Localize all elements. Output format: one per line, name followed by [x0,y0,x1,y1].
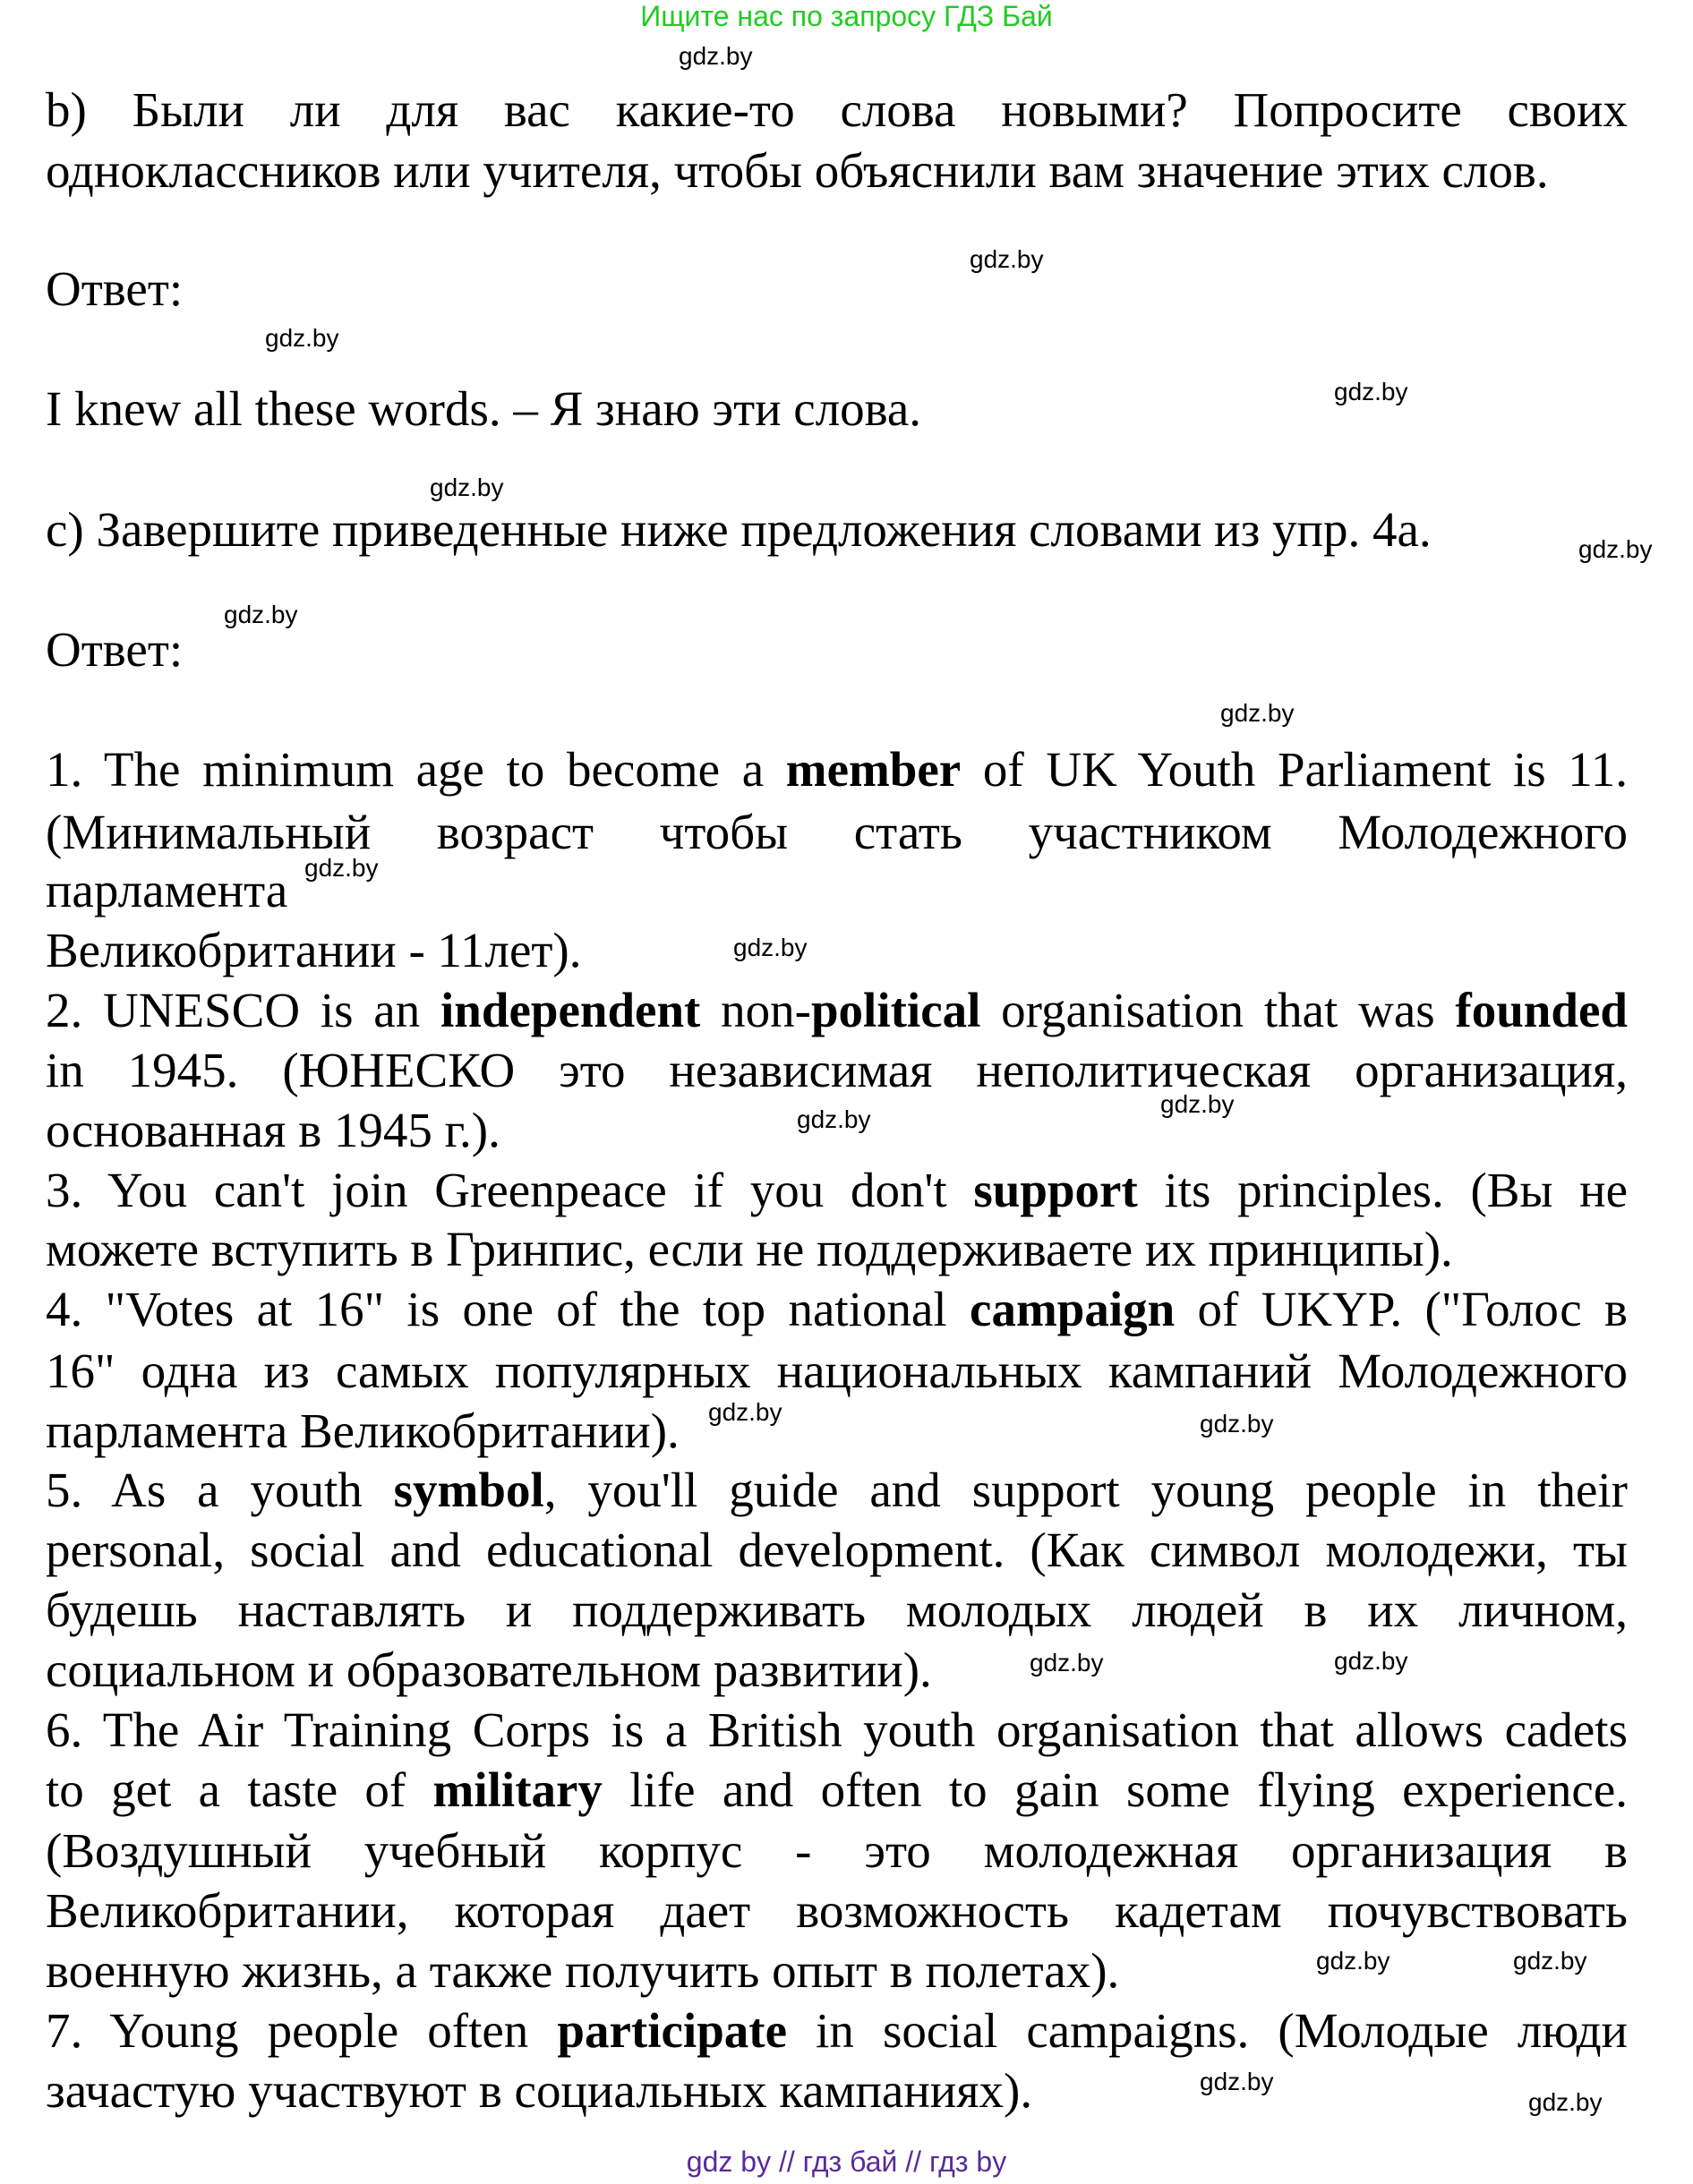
text-line [46,1343,1628,1400]
watermark-text: gdz.by [1513,1947,1587,1975]
search-hint-banner: Ищите нас по запросу ГДЗ Бай [640,0,1053,32]
text-segment: социальном и образовательном развитии). [46,1642,932,1697]
text-line [46,142,1628,200]
text-segment: будешь наставлять и поддерживать молодых людей в их личном, [46,1583,1628,1637]
text-segment: personal, social and educational development. (Как символ молодежи, ты [46,1523,1628,1577]
text-segment: Ответ: [46,622,184,677]
watermark-text: gdz.by [1160,1090,1235,1118]
text-line [46,804,1628,861]
text-segment: парламента Великобритании). [46,1403,680,1458]
text-segment: in social campaigns. (Молодые люди [787,2003,1628,2058]
text-segment: можете вступить в Гринпис, если не поддерживаете их принципы). [46,1222,1453,1276]
text-segment: (Минимальный возраст чтобы стать участником Молодежного [46,805,1628,859]
text-segment: to get a taste of [46,1762,433,1817]
text-line [46,862,1628,919]
text-segment: b) Были ли для вас какие-то слова новыми? Попросите своих [46,82,1628,137]
watermark-text: gdz.by [265,324,339,352]
answer-word: symbol [393,1463,544,1517]
text-line [46,1822,1628,1880]
watermark-text: gdz.by [1316,1947,1390,1975]
text-segment: non- [700,983,811,1037]
footer-watermark: gdz by // гдз бай // гдз by [686,2146,1007,2178]
text-line [46,1162,1628,1219]
text-segment: of UK Youth Parliament is 11. [961,742,1628,797]
text-segment: (Воздушный учебный корпус - это молодежная организация в [46,1823,1628,1878]
text-line [46,1462,1628,1519]
watermark-text: gdz.by [1200,1410,1274,1438]
text-segment: Великобритании - 11лет). [46,923,582,977]
text-segment: organisation that was [980,983,1456,1037]
text-segment: основанная в 1945 г.). [46,1103,500,1157]
text-segment: life and often to gain some flying experience. [602,1762,1628,1817]
answer-word: campaign [970,1282,1176,1336]
text-line [46,1221,1628,1278]
text-segment: 7. Young people often [46,2003,558,2058]
text-segment: of UKYP. ("Голос в [1175,1282,1628,1336]
text-line [46,1882,1628,1940]
text-segment: I knew all these words. – Я знаю эти слова. [46,381,922,436]
text-line [46,621,1628,678]
text-line [46,1281,1628,1338]
text-line [46,1762,1628,1819]
watermark-text: gdz.by [1334,1647,1408,1675]
watermark-text: gdz.by [679,42,753,70]
text-line [46,501,1628,559]
watermark-text: gdz.by [1578,535,1653,563]
text-segment: 1. The minimum age to become a [46,742,786,797]
text-line [46,1522,1628,1579]
text-line [46,922,1628,979]
answer-word: participate [557,2003,788,2058]
watermark-text: gdz.by [1200,2068,1274,2095]
watermark-text: gdz.by [1528,2088,1603,2116]
text-line [46,741,1628,798]
watermark-text: gdz.by [797,1105,871,1133]
answer-word: political [810,983,981,1037]
text-segment: Великобритании, которая дает возможность кадетам почувствовать [46,1883,1628,1938]
watermark-text: gdz.by [1334,378,1408,405]
watermark-text: gdz.by [1220,699,1295,727]
text-segment: 3. You can't join Greenpeace if you don't [46,1163,974,1217]
text-line [46,2002,1628,2060]
text-segment: 4. "Votes at 16" is one of the top national [46,1282,970,1336]
answer-word: support [973,1163,1138,1217]
watermark-text: gdz.by [224,601,298,628]
text-segment: 6. The Air Training Corps is a British youth organisation that allows cadets [46,1702,1628,1757]
text-segment: in 1945. (ЮНЕСКО это независимая неполитическая организация, [46,1043,1628,1097]
text-segment: , you'll guide and support young people in their [543,1463,1628,1517]
watermark-text: gdz.by [970,245,1044,273]
answer-word: founded [1455,983,1628,1037]
text-segment: зачастую участвуют в социальных кампаниях). [46,2063,1033,2118]
text-segment: парламента [46,863,288,917]
text-segment: военную жизнь, а также получить опыт в полетах). [46,1943,1120,1998]
text-line [46,1702,1628,1759]
text-line [46,1582,1628,1639]
watermark-text: gdz.by [304,854,379,882]
text-line [46,1042,1628,1099]
watermark-text: gdz.by [733,934,808,961]
text-line [46,1942,1628,2000]
text-segment: 2. UNESCO is an [46,983,440,1037]
watermark-text: gdz.by [430,473,504,501]
watermark-text: gdz.by [708,1398,782,1426]
text-segment: одноклассников или учителя, чтобы объяснили вам значение этих слов. [46,143,1549,198]
text-segment: Ответ: [46,261,184,316]
answer-word: member [785,742,962,797]
text-segment: 16" одна из самых популярных национальных кампаний Молодежного [46,1344,1628,1398]
answer-word: independent [440,983,701,1037]
text-line [46,2062,1628,2120]
text-line [46,1403,1628,1460]
text-line [46,81,1628,139]
text-segment: its principles. (Вы не [1137,1163,1628,1217]
text-segment: с) Завершите приведенные ниже предложения словами из упр. 4а. [46,502,1432,557]
watermark-text: gdz.by [1030,1649,1104,1676]
answer-word: military [432,1762,603,1817]
text-line [46,982,1628,1039]
text-line [46,260,1628,318]
text-segment: 5. As a youth [46,1463,394,1517]
